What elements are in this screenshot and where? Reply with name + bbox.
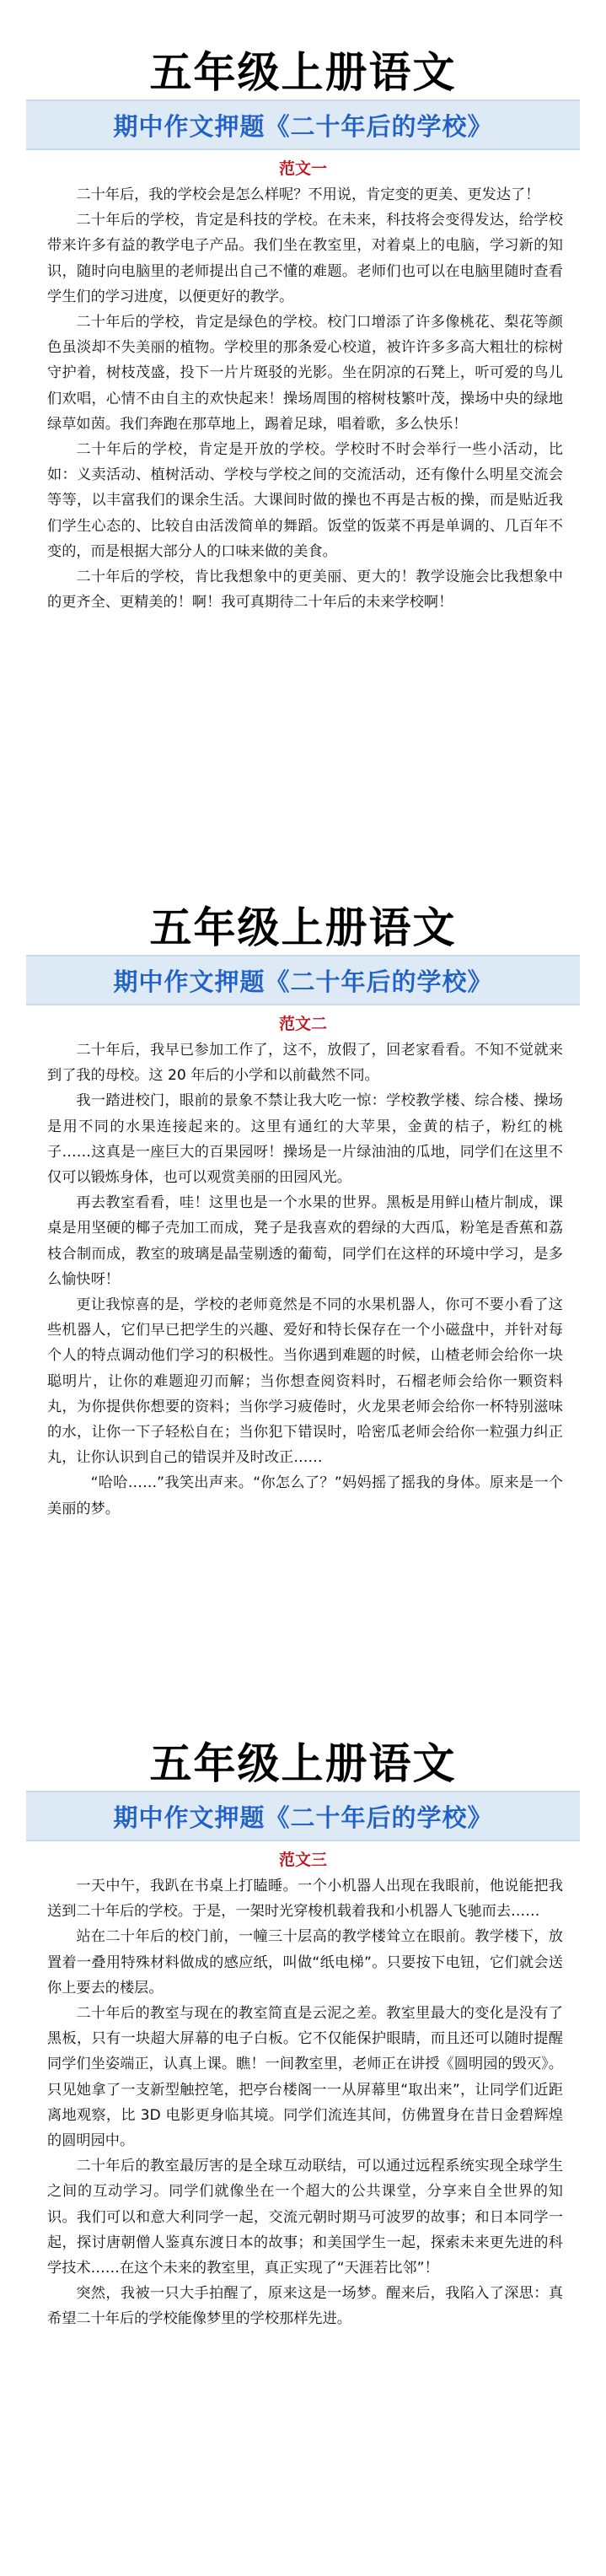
page-title: 五年级上册语文 bbox=[149, 903, 457, 952]
paragraph: 站在二十年后的校门前，一幢三十层高的教学楼耸立在眼前。教学楼下，放置着一叠用特殊材料做成的感应纸，叫做“纸电梯”。只要按下电钮，它们就会送你上要去的楼层。 bbox=[47, 1928, 563, 1997]
essay-body bbox=[47, 1873, 563, 2332]
sample-label: 范文二 bbox=[278, 1015, 327, 1033]
banner-text: 期中作文押题《二十年后的学校》 bbox=[113, 967, 493, 996]
subject-banner bbox=[26, 1791, 580, 1841]
paragraph: 二十年后的学校，肯定是科技的学校。在未来，科技将会变得发达，给学校带来许多有益的教学电子产品。我们坐在教室里，对着桌上的电脑，学习新的知识，随时向电脑里的老师提出自己不懂的难题。老师们也可以在电脑里随时查看学生们的学习进度，以便更好的教学。 bbox=[47, 212, 563, 305]
sample-label: 范文一 bbox=[278, 159, 327, 178]
paragraph: 更让我惊喜的是，学校的老师竟然是不同的水果机器人，你可不要小看了这些机器人，它们早已把学生的兴趣、爱好和特长保存在一个小磁盘中，并针对每个人的特点调动他们学习的积极性。当你遇到难题的时候，山楂老师会给你一块聪明片，让你的难题迎刃而解；当你想查阅资料时，石榴老师会给你一颗资料丸，为你提供你想要的资料；当你学习疲倦时，火龙果老师会给你一杯特别滋味的水，让你一下子轻松自在；当你犯下错误时，哈密瓜老师会给你一粒强力纠正丸，让你认识到自己的错误并及时改正…… bbox=[47, 1296, 563, 1467]
essay-body bbox=[47, 1037, 563, 1522]
paragraph: 二十年后，我早已参加工作了，这不，放假了，回老家看看。不知不觉就来到了我的母校。这 20 年后的小学和以前截然不同。 bbox=[47, 1042, 563, 1085]
paragraph: 我一踏进校门，眼前的景象不禁让我大吃一惊：学校教学楼、综合楼、操场是用不同的水果连接起来的。这里有通红的大苹果，金黄的桔子，粉红的桃子……这真是一座巨大的百果园呀！操场是一片绿油油的瓜地，同学们在这里不仅可以锻炼身体，也可以观赏美丽的田园风光。 bbox=[47, 1092, 563, 1187]
essay-section-3 bbox=[0, 1737, 606, 2332]
paragraph: 二十年后，我的学校会是怎么样呢？不用说，肯定变的更美、更发达了！ bbox=[76, 186, 540, 203]
subject-banner bbox=[26, 100, 580, 150]
page-title: 五年级上册语文 bbox=[149, 48, 457, 97]
paragraph: 二十年后的学校，肯比我想象中的更美丽、更大的！教学设施会比我想象中的更齐全、更精美的！啊！我可真期待二十年后的未来学校啊！ bbox=[47, 569, 563, 612]
page-title: 五年级上册语文 bbox=[149, 1739, 457, 1788]
paragraph: 一天中午，我趴在书桌上打瞌睡。一个小机器人出现在我眼前，他说能把我送到二十年后的学校。于是，一架时光穿梭机载着我和小机器人飞驰而去…… bbox=[47, 1878, 563, 1921]
banner-text: 期中作文押题《二十年后的学校》 bbox=[113, 111, 493, 141]
banner-text: 期中作文押题《二十年后的学校》 bbox=[113, 1803, 493, 1832]
paragraph: 再去教室看看，哇！这里也是一个水果的世界。黑板是用鲜山楂片制成，课桌是用坚硬的椰子壳加工而成，凳子是我喜欢的碧绿的大西瓜，粉笔是香蕉和荔枝合制而成，教室的玻璃是晶莹剔透的葡萄，同学们在这样的环境中学习，是多么愉快呀！ bbox=[47, 1194, 563, 1288]
essay-section-1 bbox=[0, 46, 606, 615]
essay-section-2 bbox=[0, 901, 606, 1522]
paragraph: 二十年后的教室最厉害的是全球互动联结，可以通过远程系统实现全球学生之间的互动学习。同学们就像坐在一个超大的公共课堂，分享来自全世界的知识。我们可以和意大利同学一起，交流元朝时期马可波罗的故事；和日本同学一起，探讨唐朝僧人鉴真东渡日本的故事；和美国学生一起，探索未来更先进的科学技术……在这个未来的教室里，真正实现了“天涯若比邻”！ bbox=[47, 2158, 563, 2277]
essay-body bbox=[47, 182, 563, 615]
paragraph: 突然，我被一只大手拍醒了，原来这是一场梦。醒来后，我陷入了深思：真希望二十年后的学校能像梦里的学校那样先进。 bbox=[47, 2285, 563, 2328]
paragraph: 二十年后的学校，肯定是绿色的学校。校门口增添了许多像桃花、梨花等颜色虽淡却不失美丽的植物。学校里的那条爱心校道，被许许多多高大粗壮的棕树守护着，树枝茂盛，投下一片片斑驳的光影。坐在阴凉的石凳上，听可爱的鸟儿们欢唱，心情不由自主的欢快起来！操场周围的榕树枝繁叶茂，操场中央的绿地绿草如茵。我们奔跑在那草地上，踢着足球，唱着歌，多么快乐！ bbox=[47, 314, 563, 433]
paragraph: “哈哈……”我笑出声来。“你怎么了？”妈妈摇了摇我的身体。原来是一个美丽的梦。 bbox=[47, 1474, 563, 1517]
paragraph: 二十年后的教室与现在的教室简直是云泥之差。教室里最大的变化是没有了黑板，只有一块超大屏幕的电子白板。它不仅能保护眼睛，而且还可以随时提醒同学们坐姿端正，认真上课。瞧！一间教室里，老师正在讲授《圆明园的毁灭》。只见她拿了一支新型触控笔，把亭台楼阁一一从屏幕里“取出来”，让同学们近距离地观察，比 3D 电影更身临其境。同学们流连其间，仿佛置身在昔日金碧辉煌的圆明园中。 bbox=[47, 2005, 563, 2150]
paragraph: 二十年后的学校，肯定是开放的学校。学校时不时会举行一些小活动，比如：义卖活动、植树活动、学校与学校之间的交流活动，还有像什么明星交流会等等，以丰富我们的课余生活。大课间时做的操也不再是古板的操，而是贴近我们学生心态的、比较自由活泼简单的舞蹈。饭堂的饭菜不再是单调的、几百年不变的，而是根据大部分人的口味来做的美食。 bbox=[47, 441, 563, 560]
subject-banner bbox=[26, 955, 580, 1005]
sample-label: 范文三 bbox=[278, 1851, 327, 1869]
